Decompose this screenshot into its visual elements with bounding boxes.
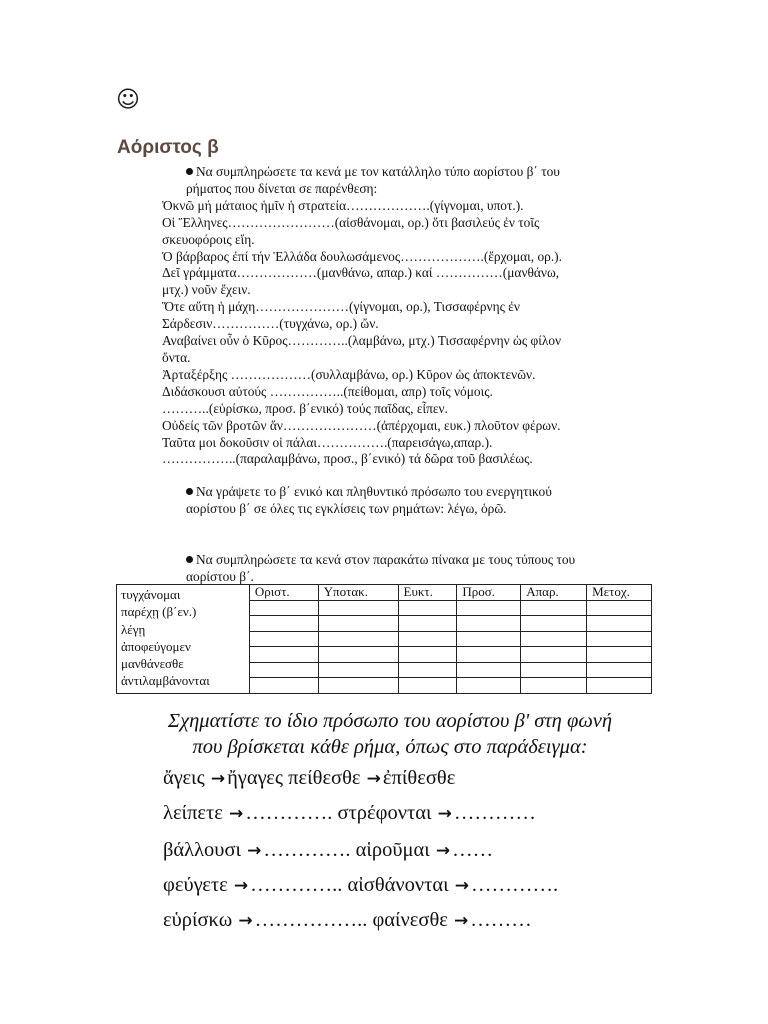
smiley-icon: ☺ xyxy=(116,87,140,113)
exercise-row: βάλλουσι →…………. αἱροῦμαι →…… xyxy=(163,839,494,861)
blank-cell[interactable] xyxy=(457,616,521,632)
sentence-line: Ἀρταξέρξης ………………(συλλαμβάνω, ορ.) Κῦρον ὡς ἀποκτενῶν. xyxy=(162,366,536,382)
blank-cell[interactable] xyxy=(318,647,398,663)
blank-cell[interactable] xyxy=(318,600,398,616)
exercise-row: εὑρίσκω →…………….. φαίνεσθε →……… xyxy=(163,909,532,931)
instruction-line: αορίστου β΄ σε όλες τις εγκλίσεις των ρημάτων: λέγω, ὁρῶ. xyxy=(186,500,507,516)
blank-cell[interactable] xyxy=(249,600,318,616)
exercise-1 xyxy=(162,164,638,468)
verb-item: ἀποφεύγομεν xyxy=(121,638,191,654)
arrow-right-icon: → xyxy=(247,841,262,861)
instruction-line: Να συμπληρώσετε τα κενά με τον κατάλληλο τύπο αορίστου β΄ του xyxy=(162,164,638,181)
blank-cell[interactable] xyxy=(587,647,652,663)
blank-cell[interactable] xyxy=(521,600,587,616)
page-title: Αόριστος β xyxy=(117,137,219,158)
verb-item: μανθάνεσθε xyxy=(121,656,184,672)
sentence-line: Ὁ βάρβαρος ἐπί τήν Ἑλλάδα δουλωσάμενος……………….(ἔρχομαι, ορ.). xyxy=(162,248,562,264)
exercise-2 xyxy=(162,484,638,518)
blank-cell[interactable] xyxy=(521,662,587,678)
blank-cell[interactable] xyxy=(587,631,652,647)
arrow-right-icon: → xyxy=(229,804,244,824)
instruction-line: αορίστου β΄. xyxy=(186,568,254,584)
column-header: Υποτακ. xyxy=(318,585,398,601)
arrow-right-icon: → xyxy=(238,911,253,931)
sentence-line: Ὅτε αὕτη ἡ μάχη…………………(γίγνομαι, ορ.), Τισσαφέρνης ἐν xyxy=(162,299,520,315)
exercise-row: λείπετε →…………. στρέφονται →………… xyxy=(163,802,536,824)
blank-cell[interactable] xyxy=(398,600,457,616)
verb-item: τυγχάνομαι xyxy=(121,587,181,602)
instruction-line: Να συμπληρώσετε τα κενά στον παρακάτω πίνακα με τους τύπους του xyxy=(162,552,638,569)
blank-cell[interactable] xyxy=(318,631,398,647)
blank-cell[interactable] xyxy=(587,616,652,632)
bullet-icon xyxy=(186,556,193,563)
sentence-line: Αναβαίνει οὖν ὁ Κῦρος…………..(λαμβάνω, μτχ.) Τισσαφέρνην ὡς φίλον xyxy=(162,333,562,349)
sentence-line: ………..(εὑρίσκω, προσ. β΄ενικό) τούς παῖδας, εἶπεν. xyxy=(162,400,448,416)
blank-cell[interactable] xyxy=(521,616,587,632)
exercise-4-instruction: που βρίσκεται κάθε ρήμα, όπως στο παράδειγμα: xyxy=(192,736,588,758)
sentence-line: Οἱ Ἕλληνες……………………(αἰσθάνομαι, ορ.) ὅτι βασιλεύς ἐν τοῖς xyxy=(162,214,540,230)
arrow-right-icon: → xyxy=(210,769,226,789)
blank-cell[interactable] xyxy=(457,678,521,694)
column-header: Οριστ. xyxy=(249,585,318,601)
verb-item: παρέχῃ (β΄εν.) xyxy=(121,604,197,620)
blank-cell[interactable] xyxy=(318,616,398,632)
column-header: Απαρ. xyxy=(521,585,587,601)
blank-cell[interactable] xyxy=(249,678,318,694)
verb-item: ἀντιλαμβάνονται xyxy=(121,673,210,689)
blank-cell[interactable] xyxy=(521,678,587,694)
exercise-4-instruction: Σχηματίστε το ίδιο πρόσωπο του αορίστου β' στη φωνή xyxy=(167,710,613,732)
blank-cell[interactable] xyxy=(249,631,318,647)
arrow-right-icon: → xyxy=(454,911,469,931)
bullet-icon xyxy=(186,168,193,175)
blank-cell[interactable] xyxy=(398,631,457,647)
instruction-line: Να γράψετε το β΄ ενικό και πληθυντικό πρόσωπο του ενεργητικού xyxy=(162,484,638,501)
exercise-3 xyxy=(162,552,638,586)
sentence-line: Διδάσκουσι αὐτούς ……………..(πείθομαι, απρ) τοῖς νόμοις. xyxy=(162,383,493,399)
instruction-line: ρήματος που δίνεται σε παρένθεση: xyxy=(186,180,378,196)
column-header: Μετοχ. xyxy=(587,585,652,601)
blank-cell[interactable] xyxy=(457,647,521,663)
blank-cell[interactable] xyxy=(587,678,652,694)
table-row xyxy=(117,585,652,601)
arrow-right-icon: → xyxy=(366,769,381,789)
blank-cell[interactable] xyxy=(457,600,521,616)
blank-cell[interactable] xyxy=(457,662,521,678)
blank-cell[interactable] xyxy=(249,647,318,663)
sentence-line: ……………..(παραλαμβάνω, προσ., β΄ενικό) τά δῶρα τοῦ βασιλέως. xyxy=(162,451,533,467)
sentence-line: Ταῦτα μοι δοκοῦσιν οἱ πάλαι…………….(παρεισάγω,απαρ.). xyxy=(162,434,493,450)
blank-cell[interactable] xyxy=(398,616,457,632)
bullet-icon xyxy=(186,488,193,495)
blank-cell[interactable] xyxy=(457,631,521,647)
aorist-table xyxy=(116,584,652,694)
sentence-line: ὄντα. xyxy=(162,349,191,365)
sentence-line: Οὐδείς τῶν βροτῶν ἄν…………………(ἀπέρχομαι, ευκ.) πλοῦτον φέρων. xyxy=(162,417,561,433)
blank-cell[interactable] xyxy=(318,662,398,678)
verb-item: λέγῃ xyxy=(121,621,146,637)
column-header: Ευκτ. xyxy=(398,585,457,601)
exercise-row: φεύγετε →………….. αἰσθάνονται →…………. xyxy=(163,874,559,896)
arrow-right-icon: → xyxy=(435,841,451,861)
blank-cell[interactable] xyxy=(521,631,587,647)
sentence-line: σκευοφόροις εἴη. xyxy=(162,231,255,247)
arrow-right-icon: → xyxy=(437,804,452,824)
blank-cell[interactable] xyxy=(249,616,318,632)
arrow-right-icon: → xyxy=(454,876,470,896)
blank-cell[interactable] xyxy=(587,600,652,616)
blank-cell[interactable] xyxy=(398,678,457,694)
blank-cell[interactable] xyxy=(398,647,457,663)
column-header: Προσ. xyxy=(457,585,521,601)
sentence-line: Σάρδεσιν……………(τυγχάνω, ορ.) ὤν. xyxy=(162,316,379,332)
blank-cell[interactable] xyxy=(398,662,457,678)
blank-cell[interactable] xyxy=(318,678,398,694)
exercise-row: ἄγεις →ἤγαγες πείθεσθε →ἐπίθεσθε xyxy=(163,767,456,789)
sentence-line: Δεῖ γράμματα………………(μανθάνω, απαρ.) καί ……………(μανθάνω, xyxy=(162,265,560,281)
blank-cell[interactable] xyxy=(249,662,318,678)
verb-list xyxy=(117,585,250,694)
sentence-line: μτχ.) νοῦν ἔχειν. xyxy=(162,282,251,298)
sentence-line: Ὀκνῶ μή μάταιος ἡμῖν ἡ στρατεία……………….(γίγνομαι, υποτ.). xyxy=(162,197,524,213)
blank-cell[interactable] xyxy=(587,662,652,678)
blank-cell[interactable] xyxy=(521,647,587,663)
arrow-right-icon: → xyxy=(233,876,249,896)
